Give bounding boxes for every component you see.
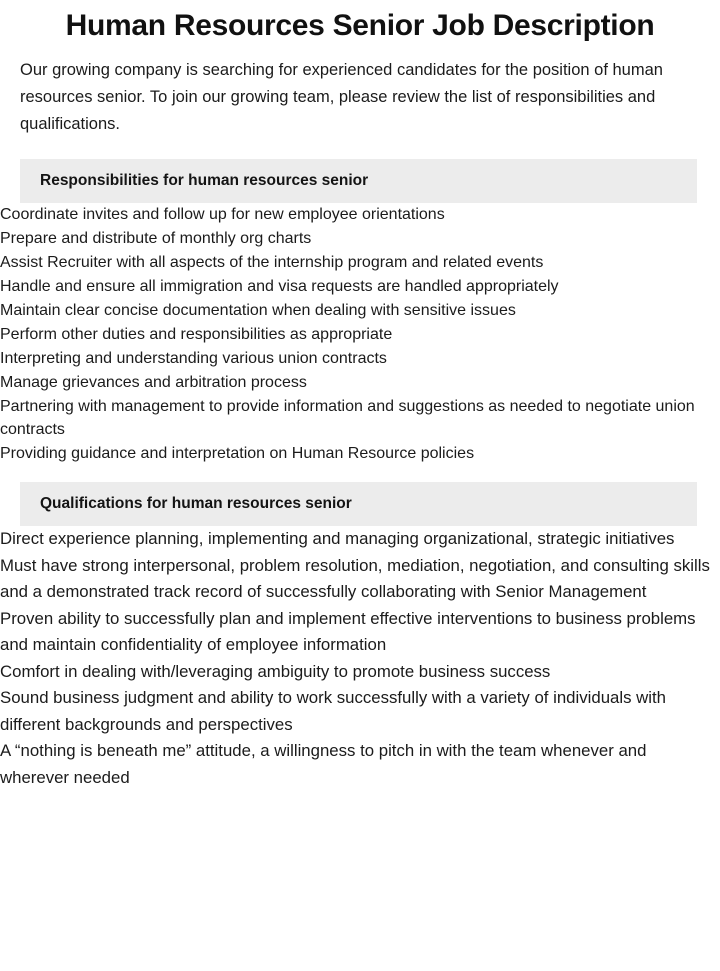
list-item: • Must have strong interpersonal, problem resolution, mediation, negotiation, and consulting skills and a demonstrated track record of successfully collaborating with Senior Management — [0, 553, 720, 606]
list-item: • Maintain clear concise documentation when dealing with sensitive issues — [0, 299, 720, 322]
list-item: • Manage grievances and arbitration process — [0, 371, 720, 394]
list-item: • Prepare and distribute of monthly org charts — [0, 227, 720, 250]
list-item: • Perform other duties and responsibilities as appropriate — [0, 323, 720, 346]
list-item: • Proven ability to successfully plan and implement effective interventions to business problems and maintain confidentiality of employee information — [0, 606, 720, 659]
section-header-qualifications — [20, 482, 697, 526]
section-qualifications — [0, 482, 720, 791]
list-item: • Providing guidance and interpretation on Human Resource policies — [0, 442, 720, 465]
list-item: • A “nothing is beneath me” attitude, a willingness to pitch in with the team whenever and wherever needed — [0, 738, 720, 791]
list-item: • Direct experience planning, implementing and managing organizational, strategic initiatives — [0, 526, 720, 553]
list-item: • Handle and ensure all immigration and visa requests are handled appropriately — [0, 275, 720, 298]
section-header-responsibilities — [20, 159, 697, 203]
list-item: • Assist Recruiter with all aspects of the internship program and related events — [0, 251, 720, 274]
responsibilities-list — [0, 203, 720, 465]
list-item: • Sound business judgment and ability to work successfully with a variety of individuals with different backgrounds and perspectives — [0, 685, 720, 738]
intro-paragraph: Our growing company is searching for experienced candidates for the position of human resources senior. To join our growing team, please review the list of responsibilities and qualifications. — [20, 61, 663, 133]
qualifications-list — [0, 526, 720, 791]
list-item: • Coordinate invites and follow up for new employee orientations — [0, 203, 720, 226]
section-heading-label: Qualifications for human resources senior — [40, 495, 352, 512]
list-item: • Partnering with management to provide information and suggestions as needed to negotiate union contracts — [0, 395, 720, 441]
section-heading-label: Responsibilities for human resources senior — [40, 172, 369, 189]
section-responsibilities — [0, 159, 720, 465]
list-item: • Interpreting and understanding various union contracts — [0, 347, 720, 370]
page-title: Human Resources Senior Job Description — [65, 9, 655, 42]
list-item: • Comfort in dealing with/leveraging ambiguity to promote business success — [0, 659, 720, 686]
